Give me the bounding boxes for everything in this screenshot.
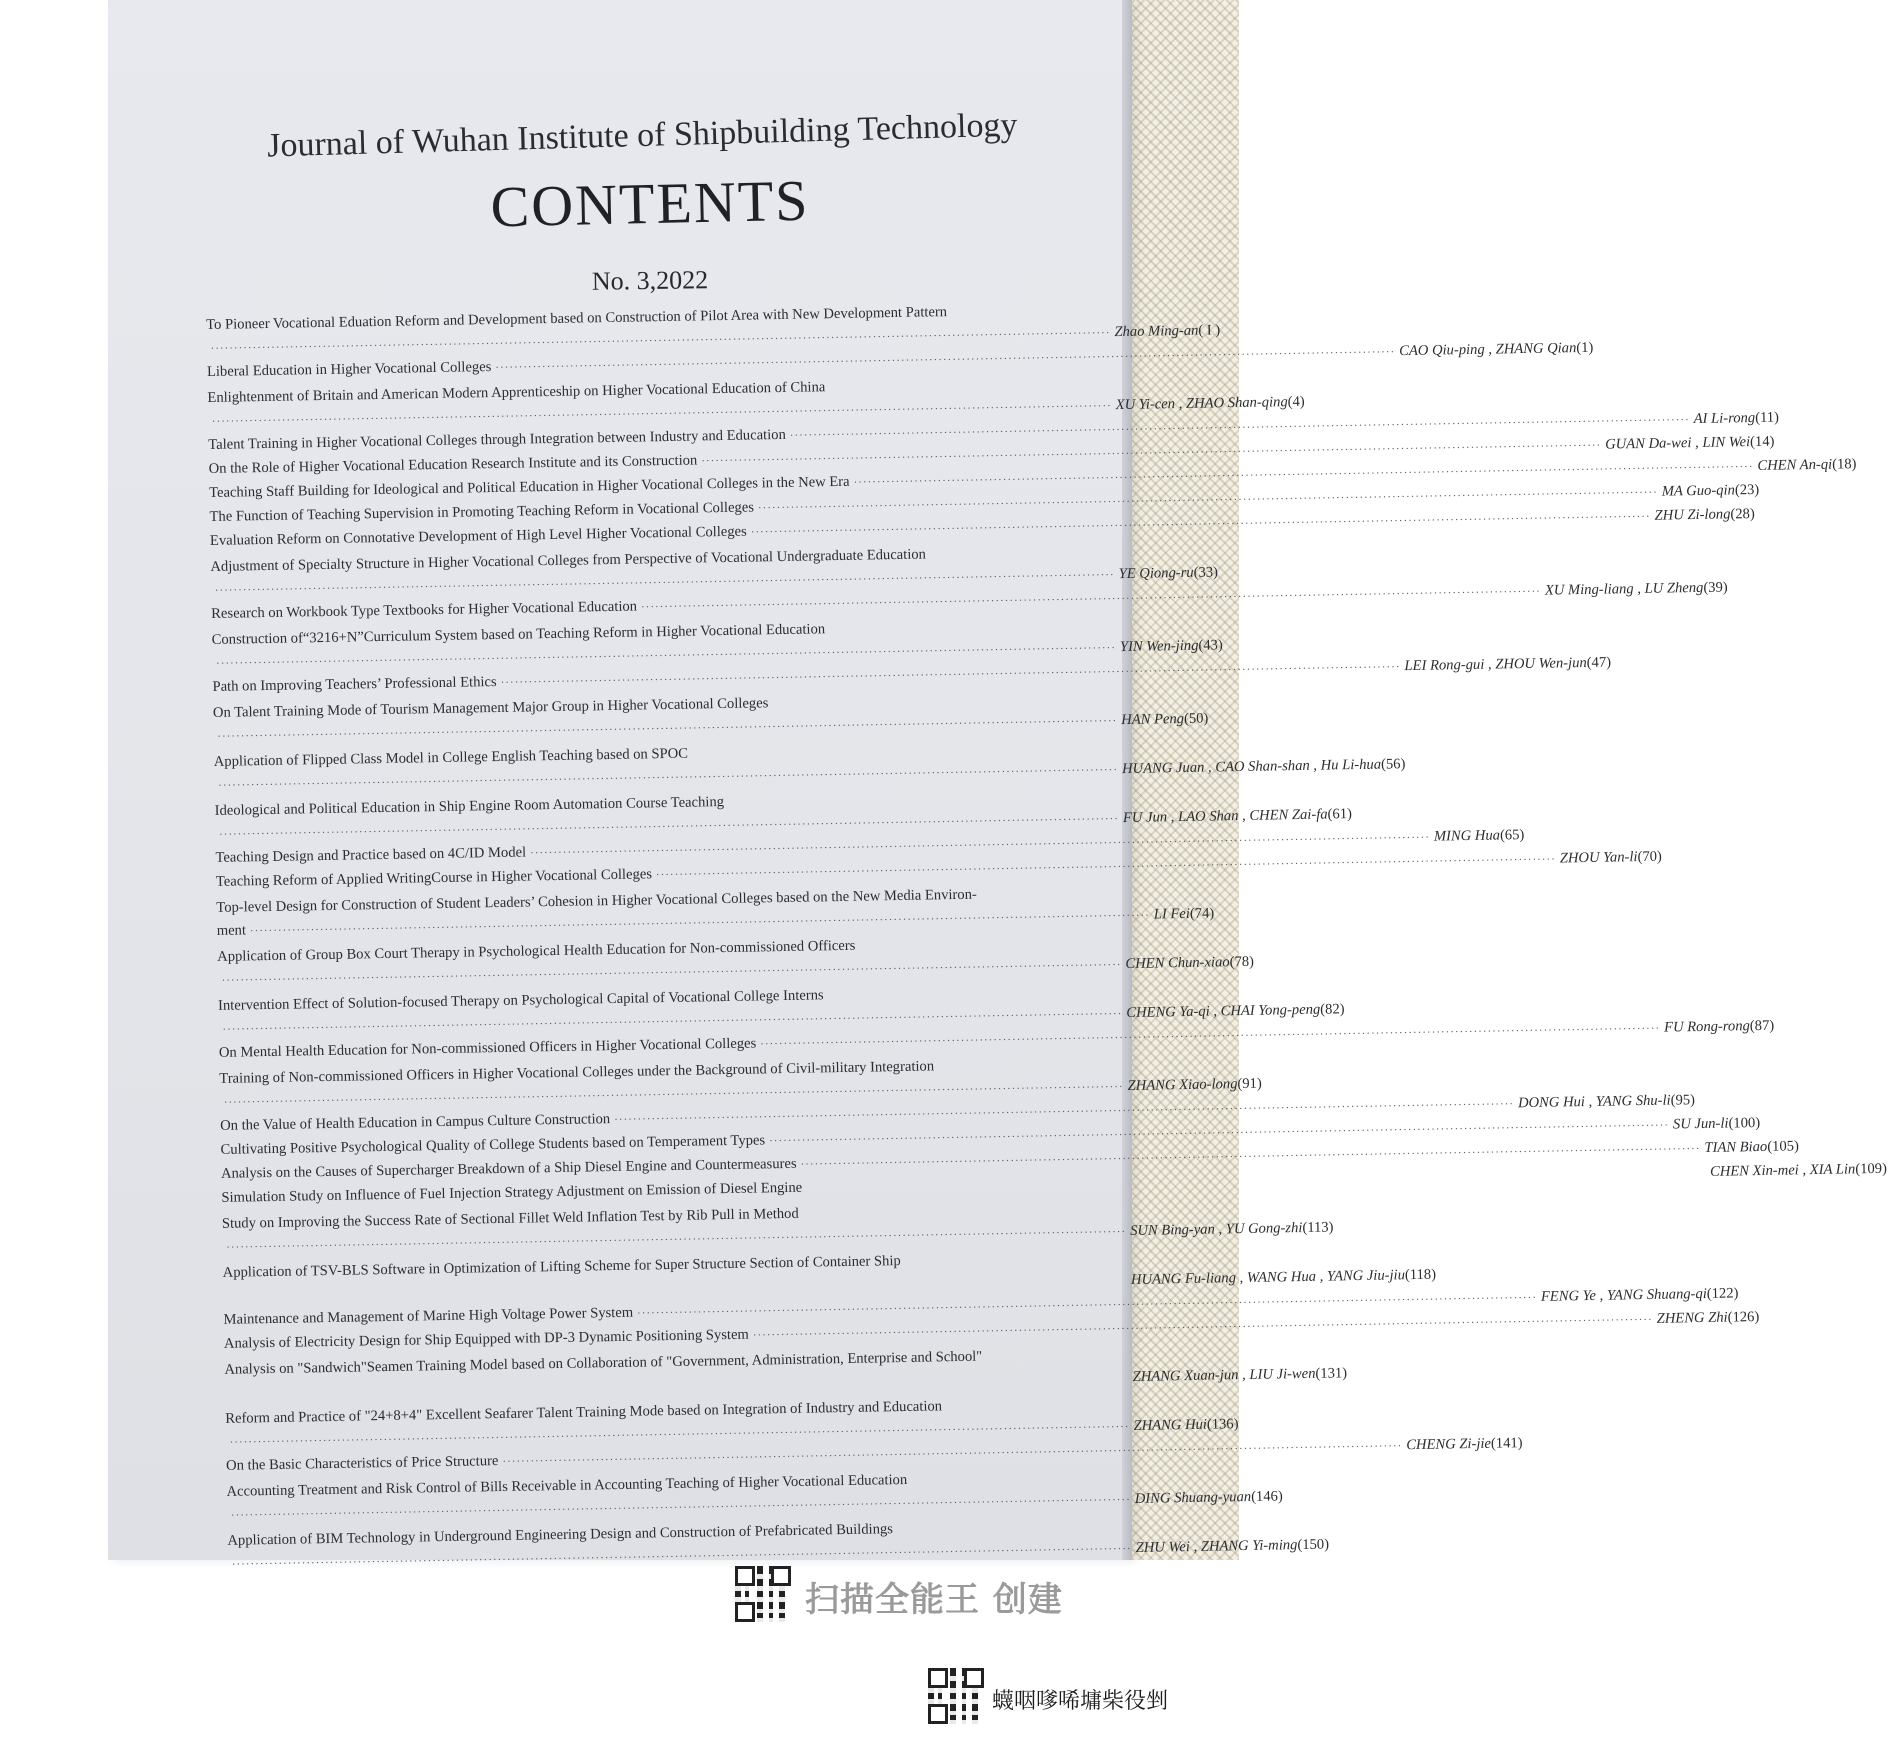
entry-title: Talent Training in Higher Vocational Colleges through Integration between Industry and Education	[208, 426, 786, 453]
entry-title: Analysis of Electricity Design for Ship Equipped with DP-3 Dynamic Positioning System	[223, 1326, 749, 1352]
entry-title: Ideological and Political Education in Ship Engine Room Automation Course Teaching	[214, 794, 725, 819]
entry-page: (65)	[1499, 827, 1525, 844]
entry-title: Evaluation Reform on Connotative Development of High Level Higher Vocational Colleges	[209, 523, 747, 549]
entry-title: Cultivating Positive Psychological Quality of College Students based on Temperament Types	[220, 1132, 766, 1158]
entry-page: (43)	[1198, 637, 1223, 654]
footer-mark	[928, 1668, 1228, 1730]
entry-authors: HUANG Fu-liang , WANG Hua , YANG Jiu-jiu	[1130, 1267, 1406, 1289]
entry-authors: ZHOU Yan-li	[1559, 849, 1638, 867]
entry-title: Maintenance and Management of Marine High Voltage Power System	[223, 1304, 634, 1328]
entry-title: Application of Group Box Court Therapy in Psychological Health Education for Non-commissioned Officers	[217, 937, 856, 965]
entry-authors: FU Rong-rong	[1663, 1018, 1751, 1036]
entry-page: (95)	[1670, 1092, 1696, 1109]
contents-heading: CONTENTS	[489, 167, 811, 240]
entry-page: (50)	[1183, 710, 1209, 727]
entry-page: (74)	[1189, 905, 1215, 922]
entry-title: Simulation Study on Influence of Fuel Injection Strategy Adjustment on Emission of Diesel Engine	[221, 1179, 803, 1206]
entry-authors: XU Ming-liang , LU Zheng	[1544, 579, 1704, 599]
entry-title: Research on Workbook Type Textbooks for Higher Vocational Education	[211, 598, 638, 622]
entry-authors: ZHU Wei , ZHANG Yi-ming	[1135, 1537, 1298, 1556]
entry-authors: TIAN Biao	[1704, 1138, 1768, 1156]
entry-title: Top-level Design for Construction of Student Leaders’ Cohesion in Higher Vocational Colleges based on the New Media Environ-	[216, 886, 977, 916]
footer-qr-icon	[928, 1668, 984, 1724]
issue-number: No. 3,2022	[591, 265, 709, 296]
entry-page: (126)	[1727, 1309, 1760, 1326]
qr-code-icon	[735, 1566, 791, 1622]
entry-page: (105)	[1767, 1138, 1800, 1155]
entry-page: (39)	[1703, 579, 1728, 596]
entry-title: Training of Non-commissioned Officers in Higher Vocational Colleges under the Background of Civil-military Integration	[219, 1058, 935, 1087]
entry-title: Accounting Treatment and Risk Control of Bills Receivable in Accounting Teaching of Higher Vocational Education	[226, 1471, 908, 1500]
entry-page: (136)	[1206, 1416, 1239, 1433]
entry-authors: FENG Ye , YANG Shuang-qi	[1540, 1285, 1707, 1305]
entry-page: (4)	[1287, 393, 1305, 411]
entry-authors: ZHENG Zhi	[1656, 1309, 1728, 1327]
entry-page: (11)	[1755, 409, 1780, 426]
entry-title: Application of Flipped Class Model in College English Teaching based on SPOC	[213, 745, 689, 770]
entry-authors: CHEN An-qi	[1757, 456, 1833, 474]
entry-title: Path on Improving Teachers’ Professional Ethics	[212, 673, 497, 695]
entry-title: The Function of Teaching Supervision in Promoting Teaching Reform in Vocational Colleges	[209, 499, 755, 525]
journal-title: Journal of Wuhan Institute of Shipbuilding Technology	[266, 106, 1018, 165]
entry-authors: ZHANG Xiao-long	[1127, 1076, 1238, 1095]
entry-page: (150)	[1297, 1536, 1330, 1554]
entry-authors: AI Li-rong	[1693, 409, 1756, 428]
entry-authors: Zhao Ming-an	[1114, 322, 1199, 341]
scanner-watermark	[735, 1562, 1075, 1626]
entry-title: On Mental Health Education for Non-commissioned Officers in Higher Vocational Colleges	[218, 1035, 757, 1061]
entry-title: Application of TSV-BLS Software in Optimization of Lifting Scheme for Super Structure Section of Container Ship	[222, 1253, 901, 1281]
entry-page: (146)	[1250, 1488, 1283, 1505]
entry-title: Analysis on the Causes of Supercharger Breakdown of a Ship Diesel Engine and Countermeasures	[220, 1155, 797, 1182]
entry-page: (28)	[1730, 506, 1755, 523]
entry-page: (87)	[1749, 1017, 1775, 1035]
footer-text: 蠛咽嗲唏墉柴役剉	[992, 1689, 1169, 1714]
scanner-watermark-text: 扫描全能王 创建	[805, 1580, 1063, 1620]
entry-page: (18)	[1832, 456, 1857, 473]
entry-title: On Talent Training Mode of Tourism Management Major Group in Higher Vocational Colleges	[212, 695, 769, 721]
entry-page: (56)	[1380, 756, 1406, 773]
entry-page: (47)	[1586, 654, 1612, 671]
entry-page: (122)	[1706, 1285, 1739, 1302]
entry-authors: HUANG Juan , CAO Shan-shan , Hu Li-hua	[1121, 756, 1382, 778]
entry-authors: ZHANG Xuan-jun , LIU Ji-wen	[1132, 1365, 1316, 1385]
entry-title: Teaching Reform of Applied WritingCourse in Higher Vocational Colleges	[215, 866, 653, 890]
entry-authors: ZHU Zi-long	[1654, 506, 1731, 524]
entry-page: (109)	[1855, 1160, 1888, 1178]
entry-page: (91)	[1237, 1075, 1262, 1093]
entry-title: Teaching Staff Building for Ideological and Political Education in Higher Vocational Colleges in the New Era	[208, 473, 850, 501]
entry-authors: DONG Hui , YANG Shu-li	[1517, 1092, 1671, 1112]
entry-title: Liberal Education in Higher Vocational Colleges	[206, 359, 492, 380]
entry-title: Intervention Effect of Solution-focused Therapy on Psychological Capital of Vocational College Interns	[217, 987, 824, 1014]
entry-title: Construction of“3216+N”Curriculum System based on Teaching Reform in Higher Vocational Education	[211, 621, 826, 648]
entry-page: (100)	[1728, 1115, 1761, 1132]
entry-page: (78)	[1229, 953, 1255, 971]
entry-page: (61)	[1327, 806, 1353, 823]
entry-title: On the Value of Health Education in Campus Culture Construction	[220, 1111, 611, 1134]
entry-page: (33)	[1193, 564, 1219, 581]
entry-page: (82)	[1320, 1001, 1345, 1018]
entry-authors: XU Yi-cen , ZHAO Shan-qing	[1115, 394, 1288, 414]
entry-title: ment	[216, 922, 247, 939]
entry-authors: HAN Peng	[1121, 710, 1185, 729]
entry-authors: YIN Wen-jing	[1119, 637, 1199, 656]
table-of-contents	[206, 299, 1888, 1577]
entry-authors: CAO Qiu-ping , ZHANG Qian	[1399, 340, 1577, 360]
entry-title: On the Role of Higher Vocational Education Research Institute and its Construction	[208, 452, 698, 477]
entry-authors: CHEN Chun-xiao	[1125, 954, 1230, 973]
entry-title: Study on Improving the Success Rate of Sectional Fillet Weld Inflation Test by Rib Pull in Method	[221, 1205, 799, 1232]
entry-title: Application of BIM Technology in Underground Engineering Design and Construction of Prefabricated Buildings	[227, 1521, 894, 1549]
entry-page: ( I )	[1198, 322, 1221, 339]
entry-authors: CHENG Ya-qi , CHAI Yong-peng	[1126, 1001, 1321, 1022]
entry-page: (23)	[1734, 481, 1760, 499]
entry-page: (141)	[1490, 1435, 1523, 1452]
entry-title: Analysis on "Sandwich"Seamen Training Model based on Collaboration of "Government, Administration, Enterprise and School"	[224, 1348, 983, 1378]
entry-title: On the Basic Characteristics of Price Structure	[225, 1453, 499, 1474]
entry-authors: GUAN Da-wei , LIN Wei	[1604, 434, 1751, 453]
entry-authors: ZHANG Hui	[1133, 1416, 1208, 1434]
entry-title: Adjustment of Specialty Structure in Higher Vocational Colleges from Perspective of Vocational Undergraduate Education	[210, 546, 927, 575]
entry-authors: MA Guo-qin	[1661, 482, 1736, 500]
entry-title: To Pioneer Vocational Eduation Reform and Development based on Construction of Pilot Area with New Development Pattern	[206, 304, 948, 333]
entry-authors: DING Shuang-yuan	[1134, 1488, 1252, 1507]
entry-title: Reform and Practice of "24+8+4" Excellent Seafarer Talent Training Mode based on Integration of Industry and Education	[225, 1398, 943, 1427]
entry-authors: YE Qiong-ru	[1118, 564, 1194, 583]
entry-title: Teaching Design and Practice based on 4C/ID Model	[215, 844, 527, 866]
entry-page: (131)	[1315, 1365, 1348, 1382]
entry-authors: LI Fei	[1153, 905, 1191, 923]
entry-page: (14)	[1749, 433, 1775, 451]
entry-page: (113)	[1302, 1219, 1334, 1237]
entry-authors: CHEN Xin-mei , XIA Lin	[1709, 1161, 1856, 1180]
entry-authors: SUN Bing-yan , YU Gong-zhi	[1129, 1220, 1303, 1240]
entry-title: Enlightenment of Britain and American Modern Apprenticeship on Higher Vocational Education of China	[207, 379, 826, 406]
entry-page: (70)	[1637, 848, 1663, 866]
entry-authors: LEI Rong-gui , ZHOU Wen-jun	[1404, 654, 1587, 675]
entry-authors: SU Jun-li	[1672, 1115, 1729, 1133]
entry-authors: MING Hua	[1433, 827, 1501, 845]
entry-authors: CHENG Zi-jie	[1406, 1435, 1492, 1454]
entry-authors: FU Jun , LAO Shan , CHEN Zai-fa	[1122, 806, 1328, 827]
entry-page: (1)	[1576, 339, 1594, 357]
entry-page: (118)	[1404, 1266, 1437, 1284]
